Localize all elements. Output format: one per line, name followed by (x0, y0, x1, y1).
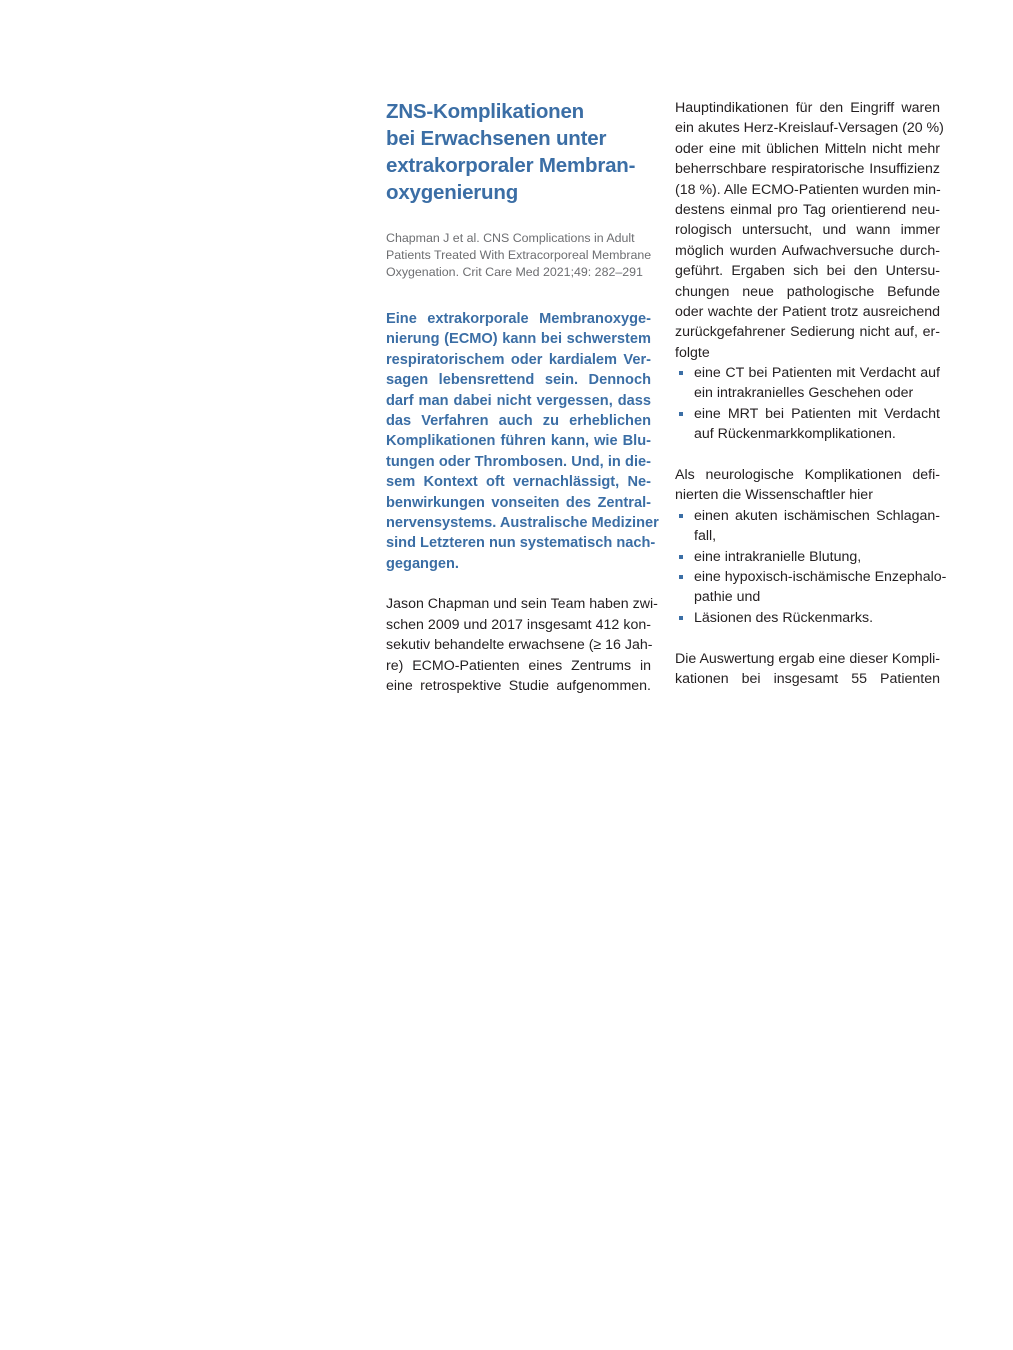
article-title (386, 98, 651, 206)
lead-line: sind Letzteren nun systematisch nach- (386, 535, 656, 552)
lead-line: sem Kontext oft vernachlässigt, Ne- (386, 474, 651, 491)
list-item (675, 608, 940, 628)
list-item-line: fall, (694, 528, 717, 545)
citation-line: Patients Treated With Extracorporeal Membrane (386, 248, 652, 262)
bullet-list-imaging (675, 363, 940, 445)
list-item-line: eine CT bei Patienten mit Verdacht auf (694, 365, 940, 382)
body-line: ein akutes Herz-Kreislauf-Versagen (20 %) (675, 120, 944, 137)
list-item-line: auf Rückenmarkkomplikationen. (694, 426, 896, 443)
lead-line: Eine extrakorporale Membranoxyge- (386, 311, 651, 327)
bullet-icon (679, 371, 683, 375)
body-line: zurückgefahrener Sedierung nicht auf, er- (675, 324, 940, 341)
body-line: eine retrospektive Studie aufgenommen. (386, 678, 651, 695)
body-line: re) ECMO-Patienten eines Zentrums in (386, 657, 651, 674)
title-line: ZNS-Komplikationen (386, 100, 584, 123)
body-line: (18 %). Alle ECMO-Patienten wurden min- (675, 181, 941, 198)
list-item (675, 506, 940, 547)
body-line: Die Auswertung ergab eine dieser Kompli- (675, 650, 940, 667)
lead-line: gegangen. (386, 555, 459, 572)
lead-paragraph (386, 309, 659, 574)
body-line: sekutiv behandelte erwachsene (≥ 16 Jah- (386, 637, 653, 654)
lead-line: das Verfahren auch zu erheblichen (386, 412, 651, 429)
body-line: beherrschbare respiratorische Insuffizienz (675, 161, 940, 178)
body-paragraph-definitions (675, 465, 940, 506)
body-line: oder eine mit üblichen Mitteln nicht mehr (675, 140, 940, 157)
body-line: folgte (675, 344, 710, 361)
body-line: schen 2009 und 2017 insgesamt 412 kon- (386, 616, 651, 633)
body-line: oder wachte der Patient trotz ausreichend (675, 303, 940, 320)
lead-line: Komplikationen führen kann, wie Blu- (386, 433, 651, 450)
body-paragraph-indications (675, 98, 944, 363)
bullet-icon (679, 575, 683, 579)
body-paragraph-left (386, 594, 658, 696)
list-item (675, 404, 940, 445)
left-column (386, 98, 659, 696)
body-line: Hauptindikationen für den Eingriff waren (675, 100, 940, 116)
list-item-line: pathie und (694, 589, 761, 606)
lead-line: respiratorischem oder kardialem Ver- (386, 351, 651, 368)
title-line: oxygenierung (386, 181, 519, 204)
list-item-line: eine intrakranielle Blutung, (694, 548, 862, 565)
bullet-icon (679, 412, 683, 416)
body-line: Jason Chapman und sein Team haben zwi- (386, 596, 658, 613)
citation (386, 230, 651, 281)
body-line: destens einmal pro Tag orientierend neu- (675, 201, 940, 218)
body-line: kationen bei insgesamt 55 Patienten (675, 670, 940, 687)
bullet-icon (679, 514, 683, 518)
bullet-icon (679, 555, 683, 559)
list-item (675, 363, 940, 404)
citation-line: Oxygenation. Crit Care Med 2021;49: 282–291 (386, 265, 643, 279)
body-line: Als neurologische Komplikationen defi- (675, 467, 940, 484)
lead-line: benwirkungen vonseiten des Zentral- (386, 494, 651, 511)
list-item (675, 567, 947, 608)
body-line: möglich wurden Aufwachversuche durch- (675, 242, 940, 259)
list-item-line: eine MRT bei Patienten mit Verdacht (694, 405, 940, 422)
list-item-line: Läsionen des Rückenmarks. (694, 609, 874, 626)
lead-line: tungen oder Thrombosen. Und, in die- (386, 453, 651, 470)
title-line: extrakorporaler Membran- (386, 154, 636, 177)
body-line: rologisch untersucht, und wann immer (675, 222, 940, 239)
list-item-line: einen akuten ischämischen Schlagan- (694, 507, 940, 524)
body-line: chungen neue pathologische Befunde (675, 283, 940, 300)
lead-line: sagen lebensrettend sein. Dennoch (386, 372, 651, 389)
title-line: bei Erwachsenen unter (386, 127, 607, 150)
list-item-line: eine hypoxisch-ischämische Enzephalo- (694, 568, 947, 585)
right-column (675, 98, 947, 689)
list-item (675, 547, 940, 567)
body-paragraph-results (675, 649, 940, 690)
bullet-list-complications (675, 506, 947, 628)
bullet-icon (679, 616, 683, 620)
body-line: geführt. Ergaben sich bei den Untersu- (675, 263, 940, 280)
citation-line: Chapman J et al. CNS Complications in Adult (386, 231, 635, 245)
body-line: nierten die Wissenschaftler hier (675, 487, 873, 504)
lead-line: nervensystems. Australische Mediziner (386, 514, 659, 531)
lead-line: darf man dabei nicht vergessen, dass (386, 392, 651, 409)
lead-line: nierung (ECMO) kann bei schwerstem (386, 331, 651, 348)
list-item-line: ein intrakranielles Geschehen oder (694, 385, 914, 402)
